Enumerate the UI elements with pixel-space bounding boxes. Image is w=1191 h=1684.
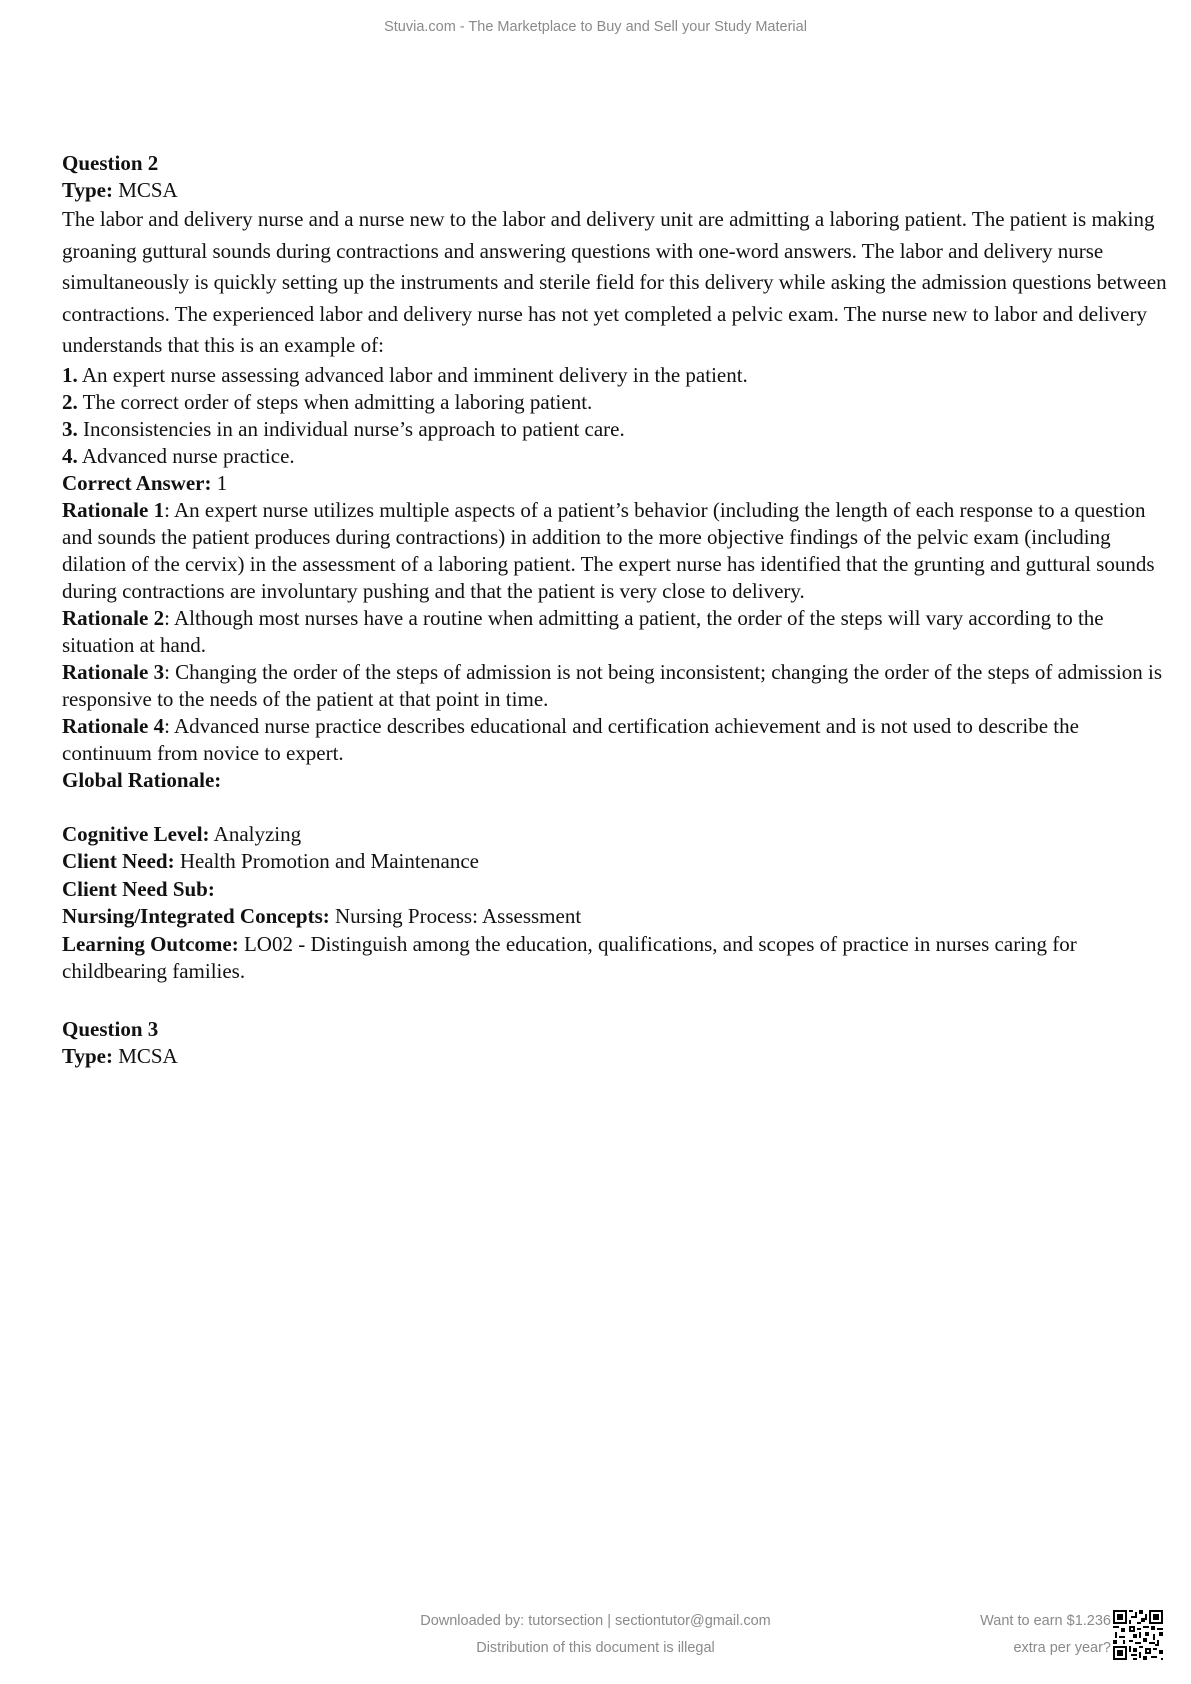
rationale-text: : Advanced nurse practice describes educational and certification achievement and is not used to describe the continuum from novice to expert.	[62, 713, 1079, 765]
rationale-text: : Changing the order of the steps of admission is not being inconsistent; changing the order of the steps of admission is responsive to the needs of the patient at that point in time.	[62, 659, 1163, 711]
rationale-text: : An expert nurse utilizes multiple aspects of a patient’s behavior (including the length of each response to a question and sounds the patient produces during contractions) in addition to the more objective findings of the pelvic exam (including dilation of the cervix) in the assessment of a laboring patient. The expert nurse has identified that the grunting and guttural sounds during contractions are involuntary pushing and that the patient is very close to delivery.	[62, 497, 1155, 603]
correct-answer	[62, 470, 1172, 497]
question-2-type	[62, 177, 1172, 204]
type-label: Type:	[62, 1043, 113, 1068]
option-number: 2.	[62, 389, 78, 414]
type-label: Type:	[62, 178, 113, 202]
footer-distribution-notice: Distribution of this document is illegal	[476, 1640, 715, 1656]
question-3	[62, 1016, 1172, 1070]
option-text: Inconsistencies in an individual nurse’s approach to patient care.	[77, 416, 625, 441]
rationale-3	[62, 659, 1172, 713]
question-metadata	[62, 821, 1172, 986]
rationale-1	[62, 497, 1172, 605]
meta-client-need-sub	[62, 876, 1172, 904]
meta-value: Health Promotion and Maintenance	[174, 849, 479, 873]
rationale-text: : Although most nurses have a routine when admitting a patient, the order of the steps will vary according to the situation at hand.	[62, 605, 1104, 657]
meta-nursing-concepts	[62, 903, 1172, 931]
option-2	[62, 389, 1172, 416]
meta-label: Client Need:	[62, 849, 175, 873]
meta-label: Cognitive Level:	[62, 821, 210, 846]
option-number: 1.	[62, 362, 78, 387]
option-1	[62, 362, 1172, 389]
footer-downloaded-by: Downloaded by: tutorsection | sectiontutor@gmail.com	[420, 1613, 771, 1629]
footer-earn-promo[interactable]	[980, 1608, 1111, 1662]
page-header: Stuvia.com - The Marketplace to Buy and Sell your Study Material	[384, 19, 807, 35]
meta-value: LO02 - Distinguish among the education, qualifications, and scopes of practice in nurses caring for childbearing families.	[62, 931, 1077, 983]
rationale-label: Rationale 3	[62, 659, 165, 684]
rationale-label: Rationale 2	[62, 605, 165, 630]
option-text: The correct order of steps when admitting a laboring patient.	[77, 389, 593, 414]
rationale-2	[62, 605, 1172, 659]
rationale-label: Rationale 1	[62, 497, 165, 522]
meta-value: Nursing Process: Assessment	[329, 904, 582, 928]
earn-line-1[interactable]: Want to earn $1.236	[980, 1613, 1111, 1629]
question-2-stem: The labor and delivery nurse and a nurse new to the labor and delivery unit are admitting a laboring patient. The patient is making groaning guttural sounds during contractions and answering questions with one-word answers. The labor and delivery nurse simultaneously is quickly setting up the instruments and sterile field for this delivery while asking the admission questions between contractions. The experienced labor and delivery nurse has not yet completed a pelvic exam. The nurse new to labor and delivery understands that this is an example of:	[62, 207, 1167, 357]
question-3-title: Question 3	[62, 1016, 159, 1041]
global-rationale: Global Rationale:	[62, 767, 222, 792]
question-3-type	[62, 1043, 1172, 1070]
meta-value: Analyzing	[209, 821, 302, 846]
rationale-label: Rationale 4	[62, 713, 165, 738]
option-number: 4.	[62, 443, 78, 468]
meta-learning-outcome	[62, 931, 1172, 986]
option-3	[62, 416, 1172, 443]
meta-label: Nursing/Integrated Concepts:	[62, 904, 330, 928]
option-text: An expert nurse assessing advanced labor and imminent delivery in the patient.	[77, 362, 748, 387]
document-content	[62, 150, 1172, 1070]
meta-client-need	[62, 848, 1172, 876]
meta-cognitive-level	[62, 821, 1172, 849]
correct-answer-value: 1	[211, 470, 228, 495]
correct-answer-label: Correct Answer:	[62, 470, 212, 495]
type-value: MCSA	[112, 178, 178, 202]
rationale-4	[62, 713, 1172, 767]
option-4	[62, 443, 1172, 470]
option-text: Advanced nurse practice.	[77, 443, 295, 468]
option-number: 3.	[62, 416, 78, 441]
qr-code-icon[interactable]	[1113, 1610, 1163, 1660]
earn-line-2[interactable]: extra per year?	[1013, 1640, 1111, 1656]
question-2-title: Question 2	[62, 151, 159, 175]
meta-label: Learning Outcome:	[62, 931, 239, 956]
meta-label: Client Need Sub:	[62, 876, 215, 901]
type-value: MCSA	[112, 1043, 178, 1068]
